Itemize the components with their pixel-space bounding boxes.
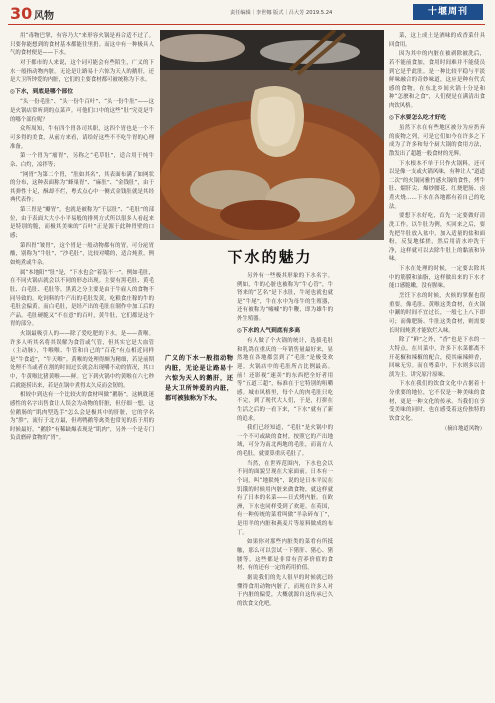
subheading: ◎下水，到底是哪个部位 xyxy=(10,88,74,95)
subheading: ◎下水要怎么吃才好吃 xyxy=(389,114,447,121)
paragraph: 如果你对那些内脏类的菜肴有所抵触，那么可以尝试一下猪肝、猪心、猪腰等，这些都是非常有营养价值的食材，有的还有一定的药用价值。 xyxy=(237,539,333,572)
paragraph: 我们已经知道，“毛肚”是火锅中的一个不可或缺的食材，按照它的产出地域，可分为南北两地的毛肚，而南方人的毛肚，就要算重庆毛肚了。 xyxy=(237,425,333,458)
paragraph: 火锅最吸引人的——除了爱吃肥的下水，是——黄喉。许多人听其名将其误解为食管或气管，但其实它是大血管（主动脉），牛喉喉、牛管和自己的“百花”有点相近同样是“牛食道”，“牛天喉”。黄喉的处理得颇为精细，若是前期处理不当或者在割的时间过长就会出现嚼不动的情况，其口中，牛黄喉比猪黄喉——鲜。它下到火锅中约黄喉在六七秒后就能捞出来，若是在锅中煮得太久反而会韧的。 xyxy=(10,331,154,389)
paragraph: 相较中到达有一个比较火的食材叫做“鹅肠”。这帆耽迷感性的名字出售食让人误会为动物的肝脏，但仔细一想，这位鹅肠的“肌肉型选手”怎么会是极其中的肝脏，它的学名为“胗”，流行于北方最，但鸡鸭鹅等禽类也常见的乐于用的时候最好。“鹅胗”有稀缺爆表现是“肌肉”，另外一个是专门负责磨碎食物的“胃”。 xyxy=(10,392,154,442)
paragraph: 第一个胃为“瘤胃”，另称之“毛草肚”，适合用于炖牛杂、白灼，凉拌等； xyxy=(10,153,154,168)
paragraph: 用“毒物巴掌，有容乃大”来形容火锅是再合适不过了。只要你能想到的食材基本都能往里扔。而这中有一种极具人气的食材便是——下水。 xyxy=(10,33,154,57)
column-2 xyxy=(237,272,333,694)
paragraph: 有人做了个火锅的统计，选拔毛肚和乳鸽在重庆的一年销售量最好来，显然地在各地都尝到了“毛肚”是极受欢迎。火锅店中的毛肚所占比例最高。前！还影视“速卖”的东西把全好者用等“五道三超”，标准在于它特别的咀嚼感。城市风格里，每个人的肉毛肚只吃不完，到了现代大人们，于是，打拼在生活之后的一看下来，“下水”就有了新的追求。 xyxy=(237,338,333,422)
paragraph: 第三胃是“瓣胃”，也就是被称为“千层肚”、“毛肚”的部位，由于表面大大小小平易般的排列方式所以很多人看起来是特别的脆，而极其美味的“百叶”正是源于此种胃壁的口感； xyxy=(10,207,154,239)
hotpot-illustration xyxy=(160,30,384,240)
hotpot-photo xyxy=(160,30,384,240)
paragraph: 菜，这上成土是酒味的成香菜什具回食用。 xyxy=(389,33,485,48)
paragraph: 下水在我们的饮食文化中占据着十分重要的地位，它不仅是一种美味的食材，更是一种文化的传承。当我们在享受美味的同时，也在感受着这份独特的饮食文化。 xyxy=(389,381,485,422)
section-name: 风物 xyxy=(34,11,54,22)
header-rule xyxy=(8,24,485,25)
paragraph: 下水根本不单于只作火锅料，还可以是像一支或火锅风味，有种让人“道道二次”的火锅同雅竹感火锅的食性，烤牛肚、熘肝尖、爆炒腰花、红烧肥肠、卤煮火烧……下水在各地都有着自己的吃法。 xyxy=(389,160,485,210)
paragraph: 第四胃“皱胃”，这个胃是一般动物都有的胃，可分泌胃酸，别称为“牛肚”、“沙毛肚”，比较对嘴的，适合炖煮，例如炖煮或牛杂。 xyxy=(10,242,154,266)
paragraph: 据说我们的先人很早的时候就已经懂得食用动物内脏了，而现在许多人对于内脏的偏爱，大概就源自这传承已久的饮食文化吧。 xyxy=(237,574,333,607)
source-credit: （摘自地道风物） xyxy=(441,426,485,433)
paragraph: 对于都市的人来说，这个词可能会有些陌生，广义的下水一般指动物内脏。无论是让路易十六惊为天人的鹅肝，还是大卫所钟爱的内脏，它们的主要食材都可被统称为下水。 xyxy=(10,59,154,84)
page-header xyxy=(0,0,495,26)
column-1 xyxy=(10,32,154,694)
article-headline: 下水的魅力 xyxy=(227,248,313,266)
paragraph: “网胃”为第二个胃，“肚如其名”，其表面布满了如网状的分布，这种表面称为“蜂巢胃”、“麻肚”、“金钱肚”，由于其弹性十足，酥却不烂，粤式点心中一侧式金钱肚就是其经典代表作； xyxy=(10,171,154,204)
paragraph: 烹饪下水的时候，火候的掌握也很重要。像毛肚、黄喉这类食材，在火锅中涮的时间不宜过长，一般七上八下即可；而像肥肠、牛肚这类食材，则需要长时间炖煮才能软烂入味。 xyxy=(389,293,485,334)
paragraph: 下水在处理的时候，一定要去除其中的筋膜和油脂，这样做出来的下水才能口感脆嫩，没有腥味。 xyxy=(389,266,485,290)
column-4 xyxy=(389,32,485,694)
paragraph: 属“本地阳”“肚”是，“下水也会”着装不一”。例如毛肚，在不同火锅店就会以不同的形态出现。主要有黑毛肚、黄毛肚、白毛肚、毛肚等。黑黄之分主要是由于牛雇人的食物不同导致的。吃饲料的牛产出的毛肚发黄，吃粮食庄稼的牛的毛肚会偏黄。而白毛肚，是经产出的毛肚在制作中加工后的产品。毛肚硬脆又“不在意”的百叶，黄牛肚，它们都是这个胃的部分。 xyxy=(10,269,154,328)
paragraph: 要想下水好吃，首先一定要做好清洗工作。以牛肚为例，买回来之后，要先把牛肚放入盆中，加入适量的盐和面粉，反复地揉搓，然后用清水冲洗干净，这样就可以去除牛肚上的黏液和异味。 xyxy=(389,213,485,263)
subheading: ◎下水的人气到底有多高 xyxy=(237,327,301,334)
paragraph: 另外有一些极其形象的下水名字。例如，牛的心脏也被称为“牛心管”，牛肾来的“艺名”是下水肚，牛尾也就也就是“牛尾”，牛在水中为母牛的生殖器，还有被称为“嘘嘘”的牛鞭，即为雄牛的外生殖器。 xyxy=(237,273,333,322)
paragraph: 当然，在世界范围内，下水也会以不同的面貌呈现在大家面前。日本有一个词，叫“地狱炖”，说的是日本平民在饥饿的时候用内脏来做食物，就这样就有了日本的名菜——日式烤内脏。在欧洲，下水也同样受到了欢迎。在英国，有一种传统的菜肴叫做“羊杂碎布丁”，是用羊的内脏和燕麦片等原料做成的布丁。 xyxy=(237,460,333,536)
masthead-logo: 十堰周刊 xyxy=(413,4,483,20)
page-number: 30 xyxy=(10,4,33,23)
paragraph: 众所周知，牛有四个胃各司其职，这四个胃也是一个不可多得的美食，从前方来看，请给好这些不不吃牛胃的心理准备。 xyxy=(10,126,154,150)
pull-quote: 广义的下水一般指动物内脏，无论是让路易十六惊为天人的鹅肝，还是大卫所钟爱的内脏，都可被独称为下水。 xyxy=(165,355,233,402)
editor-credits: 责任编辑｜李世娜 版式｜吕大芳 2019.5.24 xyxy=(230,10,333,16)
paragraph: “头一份毛肚”、“头一份牛百叶”、“头一份牛肚”——这是火锅店常听到的点菜声。可他们口中的这些“肚”究竟是牛的哪个部位呢？ xyxy=(10,99,154,123)
paragraph: 除了“鲜”之外，“香”也是下水的一大特点。在川菜中，许多下水菜都离不开花椒和辣椒的配合，使其麻辣鲜香，回味无穷。而在粤菜中，下水则多以清淡为主，讲究原汁原味。 xyxy=(389,337,485,378)
paragraph: 因为其中的内脏在被剥除被洗后，若不能前食加，食用时间难并不能使员到它是乎此肚。是一种比较平稳与平淡鲜味融合的奇妙味道，这应是种有代式感的食物。在东北乡间火锅十分是和种“怎麽和之食”，人们便是在满清出食肉饮风格。 xyxy=(389,51,485,109)
paragraph: 虽然下水在有些地区被分为应扔弃的废物之列，可是它们如今在许多之下成为了许多和每个厨大锅的食用方法，散发出了超越一般食材的光辉。 xyxy=(389,125,485,157)
